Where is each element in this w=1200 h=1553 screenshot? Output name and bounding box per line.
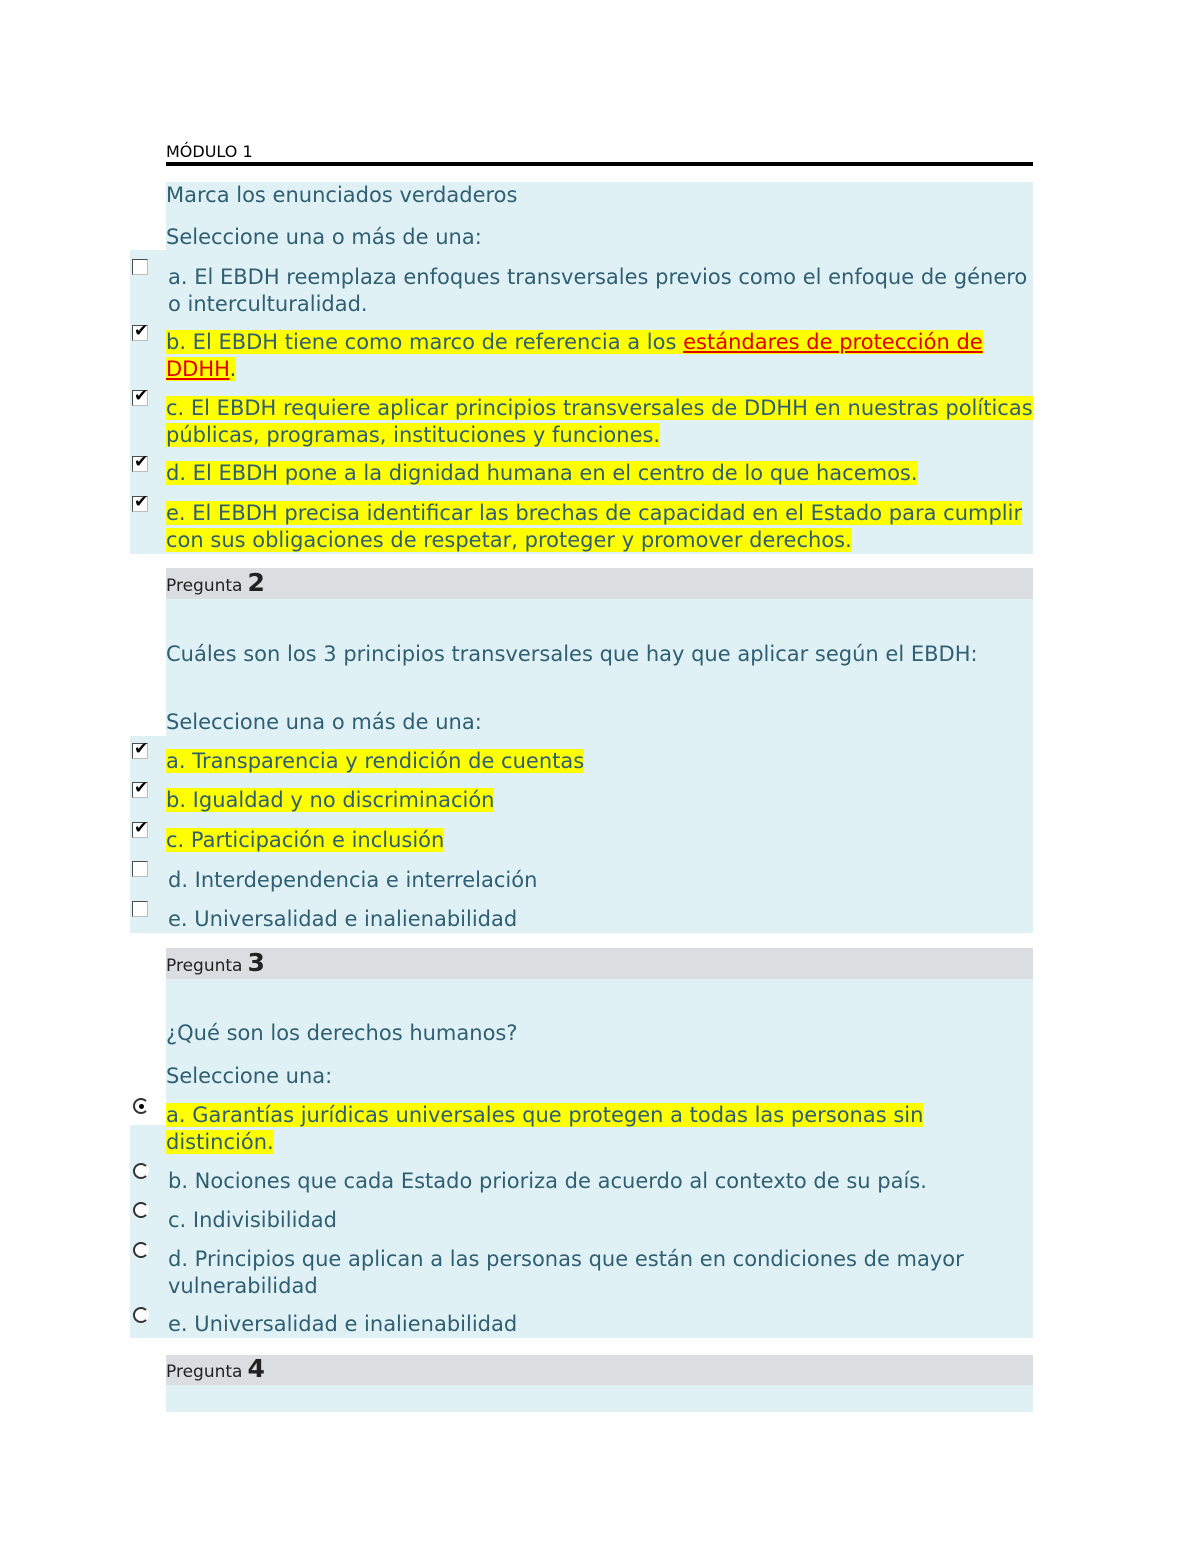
checkmark-icon: ✔	[134, 321, 149, 341]
q1-instruction: Seleccione una o más de una:	[166, 225, 482, 249]
q1-option-b-suffix: .	[229, 356, 237, 381]
q3-label: Pregunta	[166, 956, 243, 976]
module-title: MÓDULO 1	[166, 142, 253, 161]
checkmark-icon: ✔	[134, 452, 149, 472]
q3-option-b[interactable]: b. Nociones que cada Estado prioriza de acuerdo al contexto de su país.	[168, 1169, 927, 1193]
q1-option-c-text: c. El EBDH requiere aplicar principios transversales de DDHH en nuestras políticas públicas, programas, instituciones y funciones.	[166, 396, 1033, 447]
radio-selected-dot	[139, 1104, 144, 1109]
q2-label: Pregunta	[166, 576, 243, 596]
q3-instruction: Seleccione una:	[166, 1064, 333, 1088]
q1-checkbox-d[interactable]	[132, 452, 149, 472]
q1-checkbox-a[interactable]	[132, 259, 148, 275]
header-rule	[166, 162, 1033, 166]
checkmark-icon: ✔	[134, 739, 149, 759]
q2-checkbox-d[interactable]	[132, 861, 148, 877]
q4-label: Pregunta	[166, 1362, 243, 1382]
q4-number: 4	[247, 1354, 265, 1383]
q1-checkbox-b[interactable]	[132, 321, 149, 341]
q2-checkbox-e[interactable]	[132, 901, 148, 917]
q2-checkbox-b[interactable]	[132, 778, 149, 798]
q3-header-bar	[166, 948, 1033, 979]
q3-number: 3	[247, 948, 265, 977]
q1-option-d[interactable]	[166, 460, 1036, 487]
q2-option-d[interactable]: d. Interdependencia e interrelación	[168, 868, 538, 892]
q2-option-b-text: b. Igualdad y no discriminación	[166, 788, 495, 812]
q2-header-bar	[166, 568, 1033, 599]
q1-prompt: Marca los enunciados verdaderos	[166, 183, 518, 207]
q2-option-a[interactable]	[166, 748, 1036, 775]
q1-option-d-text: d. El EBDH pone a la dignidad humana en el centro de lo que hacemos.	[166, 461, 918, 485]
q1-option-e-text: e. El EBDH precisa identificar las brechas de capacidad en el Estado para cumplir con sus obligaciones de respetar, proteger y promover derechos.	[166, 501, 1023, 552]
q2-title	[166, 568, 265, 597]
q1-option-b[interactable]	[166, 329, 1036, 382]
q4-title	[166, 1354, 265, 1383]
q3-radio-e[interactable]	[133, 1307, 149, 1323]
q2-number: 2	[247, 568, 265, 597]
q3-radio-a[interactable]	[133, 1098, 149, 1114]
q3-prompt: ¿Qué son los derechos humanos?	[166, 1021, 518, 1045]
q4-panel	[166, 1385, 1033, 1412]
q2-checkbox-c[interactable]	[132, 818, 149, 838]
q2-prompt: Cuáles son los 3 principios transversales que hay que aplicar según el EBDH:	[166, 642, 978, 666]
q2-option-c[interactable]	[166, 827, 1036, 854]
q1-checkbox-e[interactable]	[132, 492, 149, 512]
checkmark-icon: ✔	[134, 818, 149, 838]
q1-option-b-text: b. El EBDH tiene como marco de referencia a los	[166, 330, 684, 354]
q3-option-c[interactable]: c. Indivisibilidad	[168, 1208, 337, 1232]
q2-checkbox-a[interactable]	[132, 739, 149, 759]
q1-option-c[interactable]	[166, 395, 1036, 448]
checkmark-icon: ✔	[134, 778, 149, 798]
q3-control-column	[130, 1125, 166, 1338]
q3-radio-b[interactable]	[133, 1163, 149, 1179]
q1-option-a[interactable]: a. El EBDH reemplaza enfoques transversales previos como el enfoque de género o interculturalidad.	[168, 265, 1028, 316]
q1-option-e[interactable]	[166, 500, 1036, 553]
q3-option-d[interactable]: d. Principios que aplican a las personas que están en condiciones de mayor vulnerabilidad	[168, 1247, 964, 1298]
q4-header-bar	[166, 1355, 1033, 1385]
q3-radio-d[interactable]	[133, 1242, 149, 1258]
q3-option-a-text: a. Garantías jurídicas universales que protegen a todas las personas sin distinción.	[166, 1103, 924, 1154]
checkmark-icon: ✔	[134, 492, 149, 512]
q2-option-c-text: c. Participación e inclusión	[166, 828, 445, 852]
q3-radio-c[interactable]	[133, 1202, 149, 1218]
q3-title	[166, 948, 265, 977]
q2-option-b[interactable]	[166, 787, 1036, 814]
q1-checkbox-c[interactable]	[132, 386, 149, 406]
q2-option-a-text: a. Transparencia y rendición de cuentas	[166, 749, 585, 773]
q3-option-a[interactable]	[166, 1102, 1036, 1155]
q2-instruction: Seleccione una o más de una:	[166, 710, 482, 734]
q2-option-e[interactable]: e. Universalidad e inalienabilidad	[168, 907, 518, 931]
q1-option-b-link[interactable]: estándares de protección de DDHH	[166, 330, 983, 381]
q3-option-e[interactable]: e. Universalidad e inalienabilidad	[168, 1312, 518, 1336]
checkmark-icon: ✔	[134, 386, 149, 406]
